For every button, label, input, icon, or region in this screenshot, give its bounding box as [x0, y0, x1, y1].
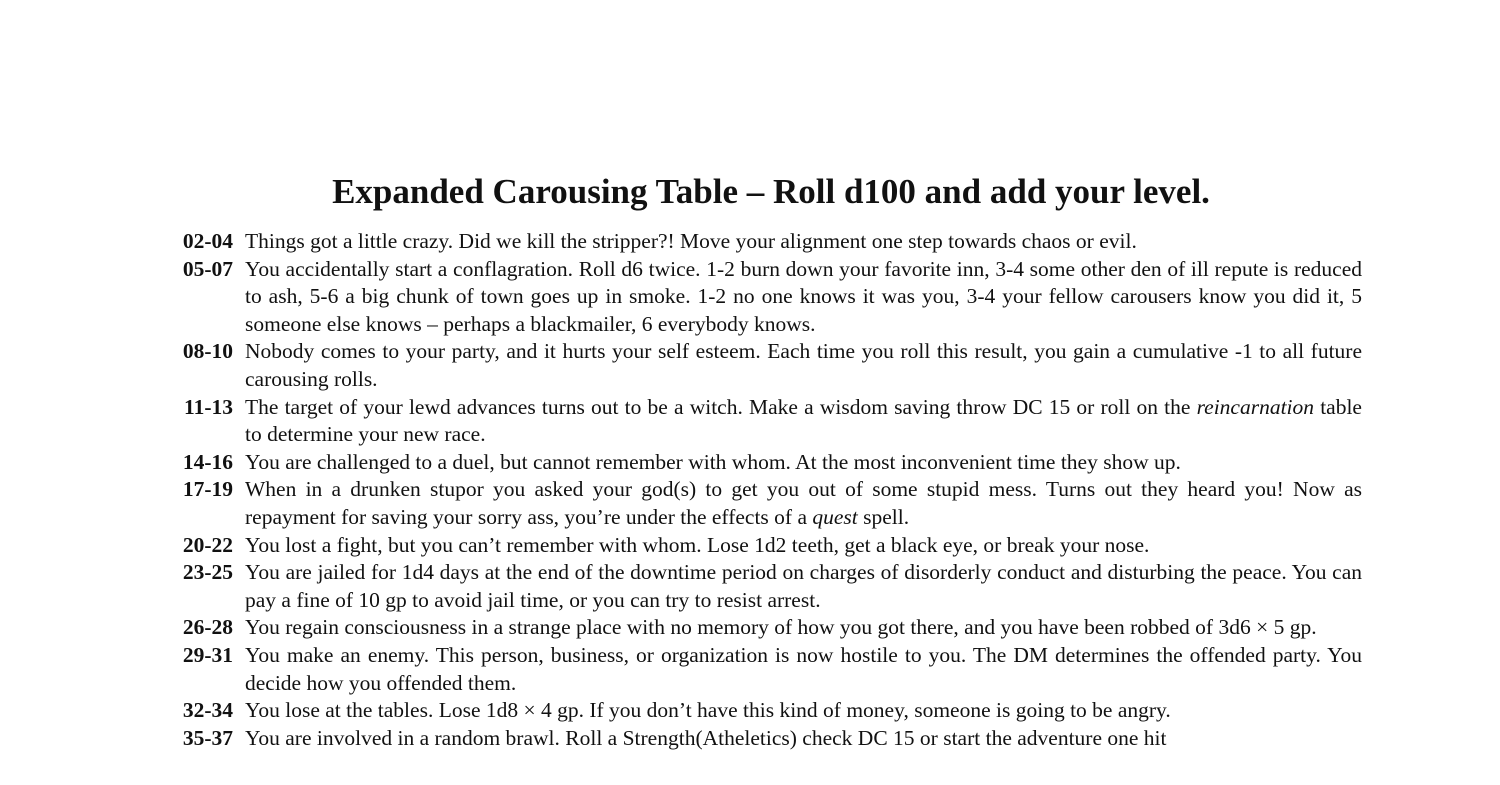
table-row	[160, 642, 1362, 697]
description-text: spell.	[857, 504, 910, 529]
roll-range: 20-22	[182, 532, 233, 557]
table-row	[160, 697, 1362, 725]
table-row	[160, 449, 1362, 477]
description-text: You make an enemy. This person, business, or organization is now hostile to you. The DM determines the offended party. You decide how you offended them.	[245, 642, 1362, 695]
document-title: Expanded Carousing Table – Roll d100 and add your level.	[332, 172, 1210, 211]
description-text: You are jailed for 1d4 days at the end of the downtime period on charges of disorderly conduct and disturbing the peace. You can pay a fine of 10 gp to avoid jail time, or you can try to resist arrest.	[245, 560, 1362, 612]
roll-range: 29-31	[182, 642, 233, 667]
roll-range: 26-28	[182, 615, 233, 640]
result-description	[245, 725, 1362, 753]
result-description	[245, 532, 1362, 560]
table-row	[160, 532, 1362, 560]
roll-range: 32-34	[182, 698, 233, 723]
result-description	[245, 642, 1362, 697]
description-text: You are involved in a random brawl. Roll a Strength(Atheletics) check DC 15 or start the adventure one hit	[245, 725, 1167, 750]
roll-range: 08-10	[182, 339, 233, 364]
table-row	[160, 725, 1362, 753]
description-text: table to determine your new race.	[245, 394, 1362, 447]
description-text: Nobody comes to your party, and it hurts your self esteem. Each time you roll this result, you gain a cumulative -1 to all future carousing rolls.	[245, 339, 1362, 391]
description-text: You regain consciousness in a strange place with no memory of how you got there, and you have been robbed of 3d6 × 5 gp.	[245, 615, 1317, 640]
carousing-table	[160, 228, 1362, 752]
roll-range: 05-07	[182, 256, 233, 281]
result-description	[245, 559, 1362, 614]
roll-range: 35-37	[182, 725, 233, 750]
table-row	[160, 614, 1362, 642]
italic-term: quest	[812, 504, 858, 529]
description-text: Things got a little crazy. Did we kill the stripper?! Move your alignment one step towards chaos or evil.	[245, 229, 1137, 253]
table-row	[160, 338, 1362, 393]
description-text: You lost a fight, but you can’t remember with whom. Lose 1d2 teeth, get a black eye, or break your nose.	[245, 532, 1150, 557]
description-text: When in a drunken stupor you asked your god(s) to get you out of some stupid mess. Turns out they heard you! Now as repayment for saving your sorry ass, you’re under the effects of a	[245, 477, 1362, 529]
result-description	[245, 697, 1362, 725]
roll-range: 17-19	[182, 477, 233, 502]
result-description	[245, 449, 1362, 477]
roll-range: 11-13	[184, 394, 233, 419]
result-description	[245, 228, 1362, 256]
description-text: The target of your lewd advances turns out to be a witch. Make a wisdom saving throw DC 15 or roll on the	[245, 394, 1197, 419]
result-description	[245, 394, 1362, 449]
table-row	[160, 476, 1362, 531]
description-text: You lose at the tables. Lose 1d8 × 4 gp. If you don’t have this kind of money, someone is going to be angry.	[245, 698, 1171, 723]
roll-range: 02-04	[182, 229, 233, 253]
description-text: You accidentally start a conflagration. Roll d6 twice. 1-2 burn down your favorite inn, 3-4 some other den of ill repute is reduced to ash, 5-6 a big chunk of town goes up in smoke. 1-2 no one knows it was you, 3-4 your fellow carousers know you did it, 5 someone else knows – perhaps a blackmailer, 6 everybody knows.	[245, 256, 1362, 336]
description-text: You are challenged to a duel, but cannot remember with whom. At the most inconvenient time they show up.	[245, 449, 1181, 474]
italic-term: reincarnation	[1196, 394, 1315, 419]
table-row	[160, 559, 1362, 614]
result-description	[245, 614, 1362, 642]
result-description	[245, 338, 1362, 393]
roll-range: 23-25	[182, 560, 233, 585]
table-row	[160, 394, 1362, 449]
table-row	[160, 228, 1362, 256]
table-row	[160, 256, 1362, 339]
result-description	[245, 476, 1362, 531]
roll-range: 14-16	[182, 449, 233, 474]
result-description	[245, 256, 1362, 339]
